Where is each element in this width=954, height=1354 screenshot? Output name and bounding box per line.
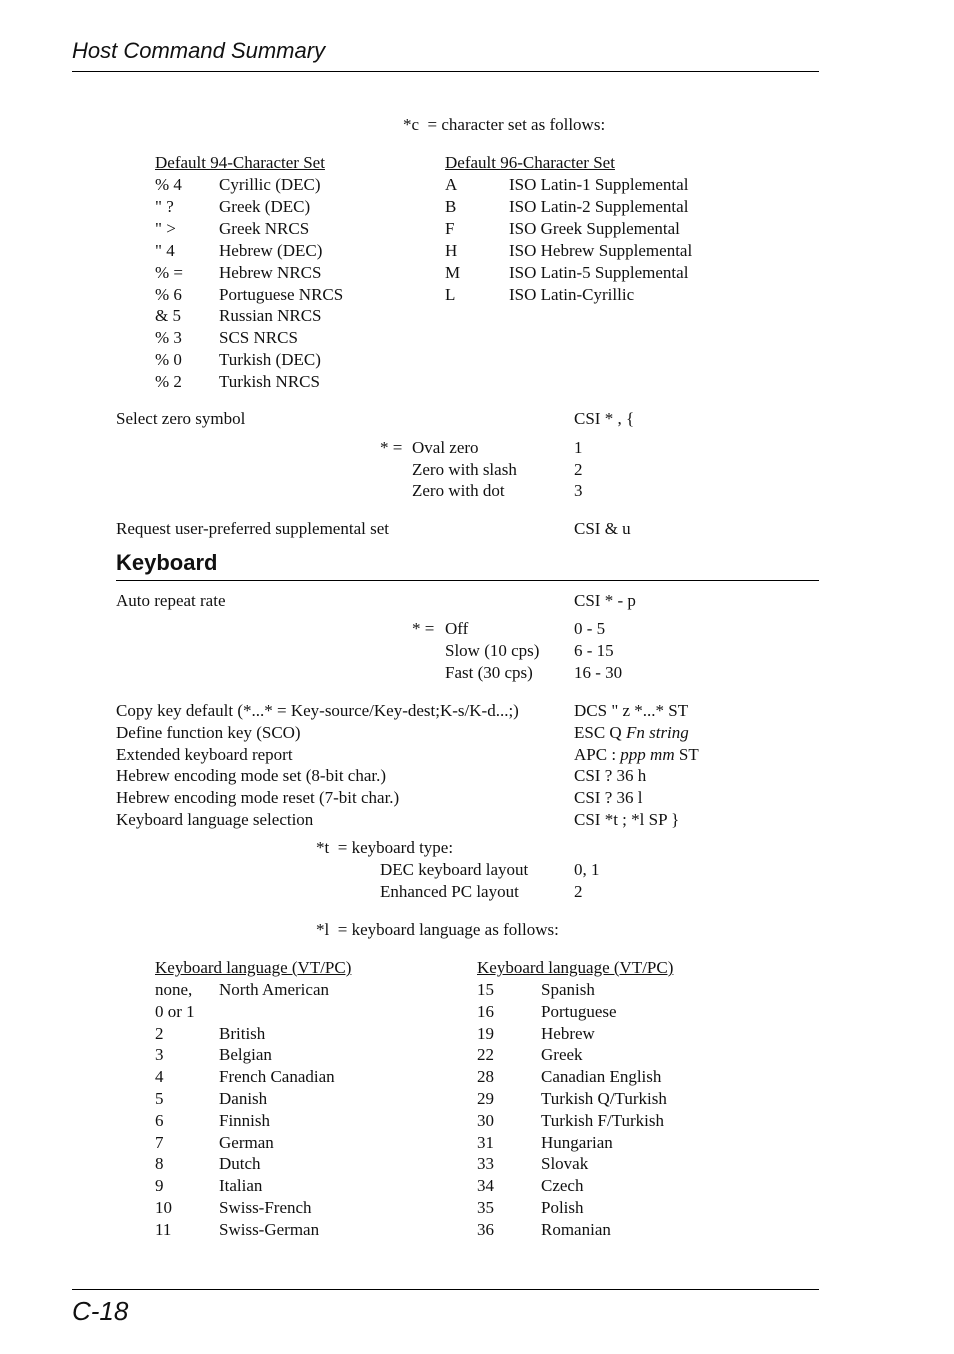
kblang-right-row-name: Spanish [541, 980, 595, 999]
kbtype-option-row-value: 0, 1 [574, 860, 600, 879]
kblang-right-row-code: 15 [477, 980, 494, 999]
charset-94-row-name: Russian NRCS [219, 306, 322, 326]
charset-94-row-name: Cyrillic (DEC) [219, 175, 321, 194]
zero-option-row-value: 1 [574, 438, 583, 457]
command-sequence [574, 701, 688, 721]
supp-command: CSI & u [574, 519, 631, 538]
kblang-right-row [0, 1133, 954, 1155]
kblang-right-row [0, 1067, 954, 1089]
kblang-right-row-code: 28 [477, 1067, 494, 1087]
kblang-right-row [0, 1111, 954, 1133]
charset-94-row-code: % 4 [155, 175, 182, 194]
command-label: Hebrew encoding mode set (8-bit char.) [116, 766, 387, 786]
kblang-left-row-name: German [219, 1132, 274, 1152]
kblang-right-row-code: 33 [477, 1154, 494, 1174]
command-sequence [574, 788, 642, 808]
charset-94-row-name: Turkish NRCS [219, 372, 320, 392]
kbtype-option-row [0, 882, 954, 904]
charset-96-row-name: ISO Latin-2 Supplemental [509, 196, 689, 216]
zero-option-row [0, 460, 954, 482]
charset-94-row-name: Greek (DEC) [219, 196, 311, 216]
command-sequence-prefix: ESC Q [574, 722, 626, 742]
kblang-left-row-name: Dutch [219, 1154, 261, 1174]
charset-96-row-name: ISO Greek Supplemental [509, 218, 680, 238]
charset-94-row [0, 372, 954, 394]
kblang-right-row [0, 1154, 954, 1176]
kblang-left-row-code: 8 [155, 1154, 164, 1174]
kblang-right-row [0, 1176, 954, 1198]
command-sequence [574, 745, 699, 765]
repeat-option-row [0, 663, 954, 685]
charset-94-row-name: Hebrew (DEC) [219, 240, 323, 260]
charset-96-row-name: ISO Latin-1 Supplemental [509, 175, 689, 194]
command-label: Define function key (SCO) [116, 722, 301, 742]
charset-96-row [0, 285, 954, 307]
charset-94-row-name: Greek NRCS [219, 218, 310, 238]
zero-option-row-name: Zero with dot [412, 481, 505, 500]
command-sequence [574, 766, 646, 786]
charset-96-title: Default 96-Character Set [445, 153, 615, 172]
kblang-right-row [0, 1045, 954, 1067]
charset-intro [403, 115, 605, 135]
kblang-right-row-name: Slovak [541, 1154, 589, 1174]
charset-96-row [0, 263, 954, 285]
charset-94-row-code: % 0 [155, 350, 182, 370]
kblang-right-row [0, 1024, 954, 1046]
command-sequence-prefix: DCS " z *...* ST [574, 701, 689, 720]
kblang-right-row-code: 19 [477, 1023, 494, 1043]
header-rule [72, 71, 819, 72]
repeat-option-row-name: Off [445, 619, 469, 638]
charset-96-row [0, 197, 954, 219]
charset-94-title: Default 94-Character Set [155, 153, 325, 172]
command-sequence [574, 810, 679, 830]
kblang-left-row-code: 0 or 1 [155, 1001, 195, 1021]
charset-96-row-code: L [445, 284, 456, 304]
kblang-left-title: Keyboard language (VT/PC) [155, 958, 352, 977]
kblang-left-row-code: 4 [155, 1067, 164, 1087]
section-rule [116, 580, 819, 581]
repeat-option-row-value: 16 - 30 [574, 663, 623, 682]
command-sequence-prefix: CSI *t ; *l SP } [574, 810, 680, 829]
kblang-left-row-code: 11 [155, 1219, 172, 1239]
kbtype-text: = keyboard type: [337, 838, 454, 857]
kblang-left-row-name: Danish [219, 1089, 268, 1108]
kblang-left-row-code: 6 [155, 1110, 164, 1130]
kblang-right-row-name: Canadian English [541, 1067, 662, 1087]
charset-94-row-name: Hebrew NRCS [219, 262, 322, 282]
page-header: Host Command Summary [72, 38, 326, 63]
command-label: Hebrew encoding mode reset (7-bit char.) [116, 788, 400, 808]
kblang-left-row-name: French Canadian [219, 1067, 335, 1087]
repeat-label: Auto repeat rate [116, 591, 226, 610]
charset-94-row [0, 350, 954, 372]
kbtype-key: *t [316, 838, 330, 857]
command-label: Keyboard language selection [116, 810, 314, 829]
kblang-left-row-name: Italian [219, 1176, 263, 1196]
kbtype-intro [316, 838, 453, 858]
repeat-option-row [0, 641, 954, 663]
supp-label: Request user-preferred supplemental set [116, 519, 389, 538]
kblang-key: *l [316, 920, 330, 939]
kblang-left-row-name: Swiss-German [219, 1219, 320, 1239]
kblang-right-row-name: Greek [541, 1045, 583, 1065]
charset-intro-text: = character set as follows: [427, 115, 606, 134]
charset-96-row-name: ISO Hebrew Supplemental [509, 240, 693, 260]
command-sequence-prefix: CSI ? 36 l [574, 788, 643, 808]
footer-rule [72, 1289, 819, 1290]
kblang-right-row-code: 29 [477, 1089, 494, 1108]
kblang-right-row [0, 1198, 954, 1220]
command-sequence-prefix: CSI ? 36 h [574, 766, 647, 786]
page-number: C-18 [72, 1296, 129, 1326]
kblang-right-row [0, 1089, 954, 1111]
charset-94-row-name: Turkish (DEC) [219, 350, 321, 370]
kblang-left-row-name: Swiss-French [219, 1198, 312, 1217]
kblang-left-row-name: North American [219, 980, 329, 999]
command-sequence-prefix: APC : [574, 744, 621, 764]
command-sequence-param: ppp mm [620, 744, 675, 764]
kblang-right-title: Keyboard language (VT/PC) [477, 958, 674, 977]
charset-96-row [0, 241, 954, 263]
command-sequence-param: Fn string [625, 722, 689, 742]
kblang-right-row-name: Turkish F/Turkish [541, 1110, 665, 1130]
kblang-right-row-code: 16 [477, 1001, 494, 1021]
kblang-right-row-code: 30 [477, 1110, 494, 1130]
kblang-right-row [0, 980, 954, 1002]
charset-96-row-code: A [445, 175, 458, 194]
kblang-right-row-name: Turkish Q/Turkish [541, 1089, 667, 1108]
kblang-right-row-code: 36 [477, 1219, 494, 1239]
charset-96-row [0, 175, 954, 197]
zero-label: Select zero symbol [116, 409, 246, 428]
kblang-left-row-code: 9 [155, 1176, 164, 1196]
repeat-option-row-value: 0 - 5 [574, 619, 606, 638]
kblang-right-row-code: 31 [477, 1132, 494, 1152]
zero-option-row-name: Zero with slash [412, 459, 517, 479]
charset-94-row-name: SCS NRCS [219, 328, 298, 348]
repeat-option-row-name: Slow (10 cps) [445, 641, 540, 660]
section-title-keyboard: Keyboard [116, 550, 218, 575]
repeat-option-row [0, 619, 954, 641]
charset-94-row-code: % = [155, 262, 183, 282]
kblang-right-row-code: 35 [477, 1198, 494, 1217]
kblang-text: = keyboard language as follows: [337, 920, 559, 939]
charset-96-row-code: H [445, 240, 458, 260]
zero-option-row-name: Oval zero [412, 438, 479, 457]
charset-94-row-code: " ? [155, 196, 174, 216]
kblang-right-row-name: Portuguese [541, 1001, 617, 1021]
kblang-left-row-name: Belgian [219, 1045, 272, 1065]
kblang-right-row-name: Hebrew [541, 1023, 595, 1043]
kbtype-option-row [0, 860, 954, 882]
charset-94-row-code: " > [155, 218, 176, 238]
zero-option-row-value: 2 [574, 459, 583, 479]
charset-intro-key: *c [403, 115, 420, 134]
repeat-option-row-name: Fast (30 cps) [445, 663, 533, 682]
kbtype-option-row-value: 2 [574, 882, 583, 901]
kblang-left-row-code: 2 [155, 1023, 164, 1043]
kblang-right-row-name: Czech [541, 1176, 584, 1196]
kblang-left-row-code: 10 [155, 1198, 172, 1217]
zero-key: * = [380, 438, 403, 457]
charset-94-row-name: Portuguese NRCS [219, 284, 344, 304]
charset-96-row-code: M [445, 262, 461, 282]
charset-94-row [0, 328, 954, 350]
kblang-left-row-code: none, [155, 980, 193, 999]
command-label: Extended keyboard report [116, 744, 293, 764]
zero-option-row [0, 481, 954, 503]
kbtype-option-row-name: DEC keyboard layout [380, 860, 529, 879]
kblang-right-row-code: 22 [477, 1045, 494, 1065]
charset-96-row [0, 219, 954, 241]
kblang-right-row [0, 1220, 954, 1242]
charset-96-row-code: B [445, 196, 457, 216]
charset-94-row [0, 306, 954, 328]
kblang-left-row-code: 5 [155, 1089, 164, 1108]
charset-96-row-name: ISO Latin-5 Supplemental [509, 262, 689, 282]
charset-94-row-code: % 6 [155, 284, 182, 304]
charset-94-row-code: % 3 [155, 328, 182, 348]
charset-96-row-code: F [445, 218, 455, 238]
repeat-key: * = [412, 619, 435, 638]
command-sequence [574, 723, 689, 743]
repeat-option-row-value: 6 - 15 [574, 641, 614, 660]
kblang-left-row-code: 3 [155, 1045, 164, 1065]
repeat-command: CSI * - p [574, 591, 636, 610]
kblang-left-row-name: British [219, 1023, 266, 1043]
kblang-intro [316, 920, 559, 940]
charset-94-row-code: % 2 [155, 372, 182, 392]
charset-94-row-code: " 4 [155, 240, 175, 260]
zero-option-row-value: 3 [574, 481, 583, 500]
kblang-right-row-name: Romanian [541, 1219, 611, 1239]
kblang-right-row [0, 1002, 954, 1024]
charset-94-row-code: & 5 [155, 306, 181, 326]
zero-option-row [0, 438, 954, 460]
kblang-right-row-name: Polish [541, 1198, 584, 1217]
command-label: Copy key default (*...* = Key-source/Key-dest;K-s/K-d...;) [116, 701, 519, 720]
kbtype-option-row-name: Enhanced PC layout [380, 882, 519, 901]
kblang-left-row-name: Finnish [219, 1110, 271, 1130]
command-sequence-suffix: ST [674, 744, 699, 764]
kblang-left-row-code: 7 [155, 1132, 164, 1152]
kblang-right-row-name: Hungarian [541, 1132, 613, 1152]
zero-command: CSI * , { [574, 409, 635, 428]
kblang-right-row-code: 34 [477, 1176, 494, 1196]
charset-96-row-name: ISO Latin-Cyrillic [509, 284, 635, 304]
